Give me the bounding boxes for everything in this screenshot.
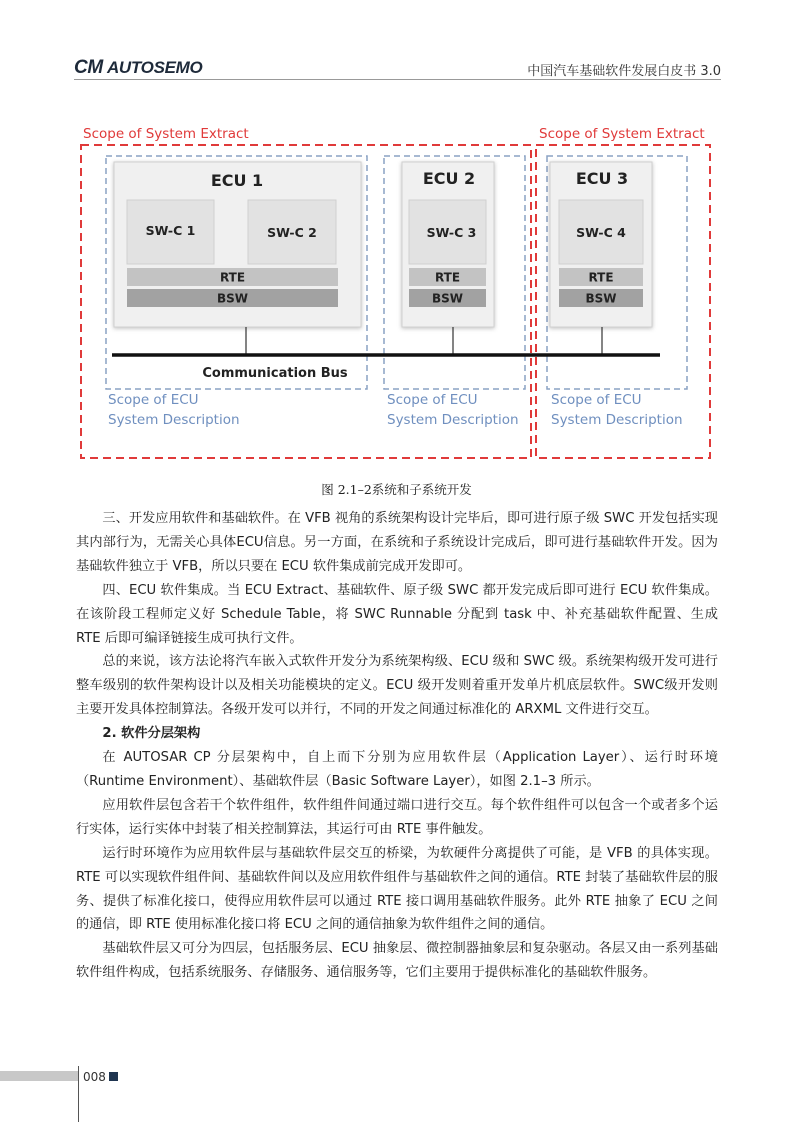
header-divider [74, 79, 721, 80]
swc-3-label: SW-C 3 [426, 225, 477, 240]
section-heading-layered-architecture: 2. 软件分层架构 [102, 726, 201, 742]
ecu-3-rte-label: RTE [588, 270, 614, 285]
communication-bus-label: Communication Bus [202, 366, 348, 381]
page-number: 008 [83, 1070, 106, 1084]
ecu-2-rte-label: RTE [434, 270, 461, 285]
paragraph-application-layer: 应用软件层包含若干个软件组件，软件组件间通过端口进行交互。每个软件组件可以包含一个或者多个运行实体，运行实体中封装了相关控制算法，其运行可由 RTE 事件触发。 [76, 797, 718, 837]
ecu-1-title: ECU 1 [210, 171, 264, 190]
paragraph-ecu-integration: 四、ECU 软件集成。当 ECU Extract、基础软件、原子级 SWC 都开发完成后即可进行 ECU 软件集成。在该阶段工程师定义好 Schedule Table，将 SWC Runnable 分配到 task 中、补充基础软件配置、生成 RTE 后即可编译链接生成可执行文件。 [76, 582, 718, 646]
logo-mark: CM [74, 57, 103, 78]
ecu-desc-2-line1: Scope of ECU [387, 392, 478, 408]
ecu-1-bsw-label: BSW [216, 291, 249, 306]
paragraph-develop-app-and-bsw: 三、开发应用软件和基础软件。在 VFB 视角的系统架构设计完毕后，即可进行原子级 SWC 开发包括实现其内部行为，无需关心具体ECU信息。另一方面，在系统和子系统设计完成后，即可进行基础软件开发。因为基础软件独立于 VFB，所以只要在 ECU 软件集成前完成开发即可。 [76, 511, 718, 574]
ecu-desc-1-line1: Scope of ECU [108, 392, 199, 408]
system-extract-diagram [76, 118, 716, 468]
footer-divider [78, 1066, 79, 1122]
swc-2-label: SW-C 2 [267, 225, 317, 240]
swc-1-label: SW-C 1 [145, 223, 196, 238]
ecu-2-bsw-label: BSW [431, 291, 464, 306]
ecu-desc-3-line1: Scope of ECU [551, 392, 642, 408]
ecu-2-title: ECU 2 [422, 169, 476, 188]
paragraph-runtime-environment: 运行时环境作为应用软件层与基础软件层交互的桥梁，为软硬件分离提供了可能，是 VFB 的具体实现。RTE 可以实现软件组件间、基础软件间以及应用软件组件与基础软件之间的通信。RTE 封装了基础软件层的服务、提供了标准化接口，使得应用软件层可以通过 RTE 接口调用基础软件服务。此外 RTE 抽象了 ECU 之间的通信，即 RTE 使用标准化接口将 ECU 之间的通信抽象为软件组件之间的通信。 [76, 845, 718, 933]
footer-bar [0, 1071, 78, 1081]
paragraph-basic-software-layer: 基础软件层又可分为四层，包括服务层、ECU 抽象层、微控制器抽象层和复杂驱动。各层又由一系列基础软件组件构成，包括系统服务、存储服务、通信服务等，它们主要用于提供标准化的基础软件服务。 [76, 941, 718, 981]
paragraph-summary: 总的来说，该方法论将汽车嵌入式软件开发分为系统架构级、ECU 级和 SWC 级。系统架构级开发可进行整车级别的软件架构设计以及相关功能模块的定义。ECU 级开发则着重开发单片机底层软件。SWC级开发则主要开发具体控制算法。各级开发可以并行，不同的开发之间通过标准化的 ARXML 文件进行交互。 [76, 654, 718, 718]
swc-4-label: SW-C 4 [576, 225, 626, 240]
document-title: 中国汽车基础软件发展白皮书 3.0 [527, 64, 721, 79]
ecu-3-title: ECU 3 [575, 169, 629, 188]
ecu-desc-1-line2: System Description [108, 412, 240, 428]
autosemo-logo [74, 57, 202, 79]
figure-caption: 图 2.1–2系统和子系统开发 [321, 482, 472, 497]
ecu-desc-3-line2: System Description [551, 412, 683, 428]
scope-label-left: Scope of System Extract [83, 126, 249, 142]
body-text [76, 507, 718, 985]
ecu-desc-2-line2: System Description [387, 412, 519, 428]
paragraph-layers-intro: 在 AUTOSAR CP 分层架构中，自上而下分别为应用软件层（Application Layer）、运行时环境（Runtime Environment）、基础软件层（Basic Software Layer），如图 2.1–3 所示。 [76, 750, 718, 789]
logo-text: AUTOSEMO [106, 58, 203, 77]
scope-label-right: Scope of System Extract [539, 126, 705, 142]
ecu-1-rte-label: RTE [219, 270, 246, 285]
ecu-3-bsw-label: BSW [585, 291, 617, 306]
page-marker-square [109, 1072, 118, 1081]
